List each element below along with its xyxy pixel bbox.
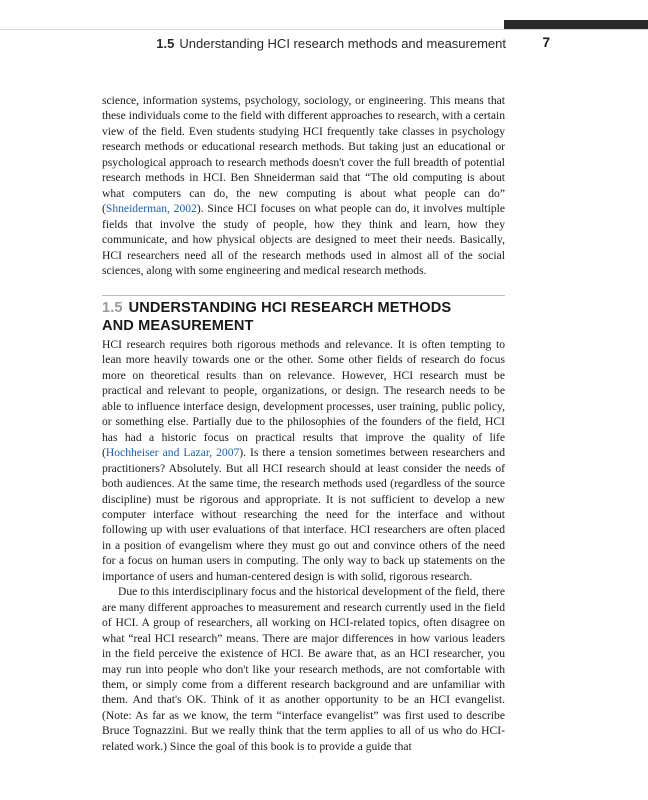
section-title-line-1: UNDERSTANDING HCI RESEARCH METHODS [128, 300, 452, 316]
section-divider [102, 295, 505, 296]
section-body [102, 337, 505, 754]
paragraph-1-text: HCI research requires both rigorous methods and relevance. It is often tempting to lean more heavily towards one or the other. Some other fields of research do focus more on theoretical results than on relevance. However, HCI research must be practical and relevant to people, organizations, or design. The research needs to be able to influence interface design, development processes, user training, public policy, or something else. Partially due to the philosophies of the founders of the field, HCI has had a historic focus on practical results that improve the quality of life ( [102, 338, 505, 460]
header-rule [0, 29, 648, 30]
section-heading-line-1 [102, 300, 505, 318]
header-bar [504, 20, 648, 29]
continued-paragraph-block [102, 93, 505, 278]
body-paragraph-2: Due to this interdisciplinary focus and the historical development of the field, there are many different approaches to measurement and research currently used in the field of HCI. A group of researchers, all working on HCI-related topics, often disagree on what “real HCI research” means. There are major differences in how various leaders in the field perceive the existence of HCI. Be aware that, as an HCI researcher, you may run into people who don't like your research methods, are not comfortable with them, or simply come from a different research background and are unfamiliar with them. And that's OK. Think of it as another opportunity to be an HCI evangelist. (Note: As far as we know, the term “interface evangelist” was first used to describe Bruce Tognazzini. But we really think that the term applies to all of us who do HCI-related work.) Since the goal of this book is to provide a guide that [102, 585, 505, 753]
paragraph-1-text-end: ). Is there a tension sometimes between researchers and practitioners? Absolutely. But all HCI research should at least consider the needs of both audiences. At the same time, the research methods used (regardless of the source discipline) must be rigorous and appropriate. It is not sufficient to develop a new computer interface without researching the need for the interface and without following up with user evaluations of that interface. HCI researchers are often placed in a position of evangelism where they must go out and convince others of the need for a focus on human users in computing. The only way to back up statements on the importance of users and human-centered design is with solid, rigorous research. [102, 446, 505, 583]
section-title-line-2: AND MEASUREMENT [102, 317, 254, 334]
citation-link-shneiderman[interactable]: Shneiderman, 2002 [105, 202, 197, 216]
section-heading [102, 300, 505, 335]
section-number: 1.5 [102, 300, 123, 316]
continued-paragraph [102, 93, 505, 278]
continued-paragraph-text: science, information systems, psychology, sociology, or engineering. This means that these individuals come to the field with different approaches to research, with a certain view of the field. Even students studying HCI frequently take classes in psychology research methods or educational research methods. But taking just an educational or psychological approach to research methods doesn't cover the full breadth of potential research methods in HCI. Ben Shneiderman said that “The old computing is about what computers can do, the new computing is about what people can do” ( [102, 94, 505, 216]
page-number: 7 [542, 35, 550, 50]
continued-paragraph-text-end: ). Since HCI focuses on what people can do, it involves multiple fields that involve the study of people, how they think and learn, how they communicate, and how physical objects are designed to meet their needs. Basically, HCI researchers need all of the research methods used in almost all of the social sciences, along with some engineering and medical research methods. [102, 202, 505, 277]
running-head-section-number: 1.5 [156, 36, 175, 51]
citation-link-hochheiser-lazar[interactable]: Hochheiser and Lazar, 2007 [105, 446, 240, 460]
running-head [120, 36, 506, 51]
running-head-title: Understanding HCI research methods and measurement [179, 36, 506, 51]
body-paragraph-1 [102, 337, 505, 584]
